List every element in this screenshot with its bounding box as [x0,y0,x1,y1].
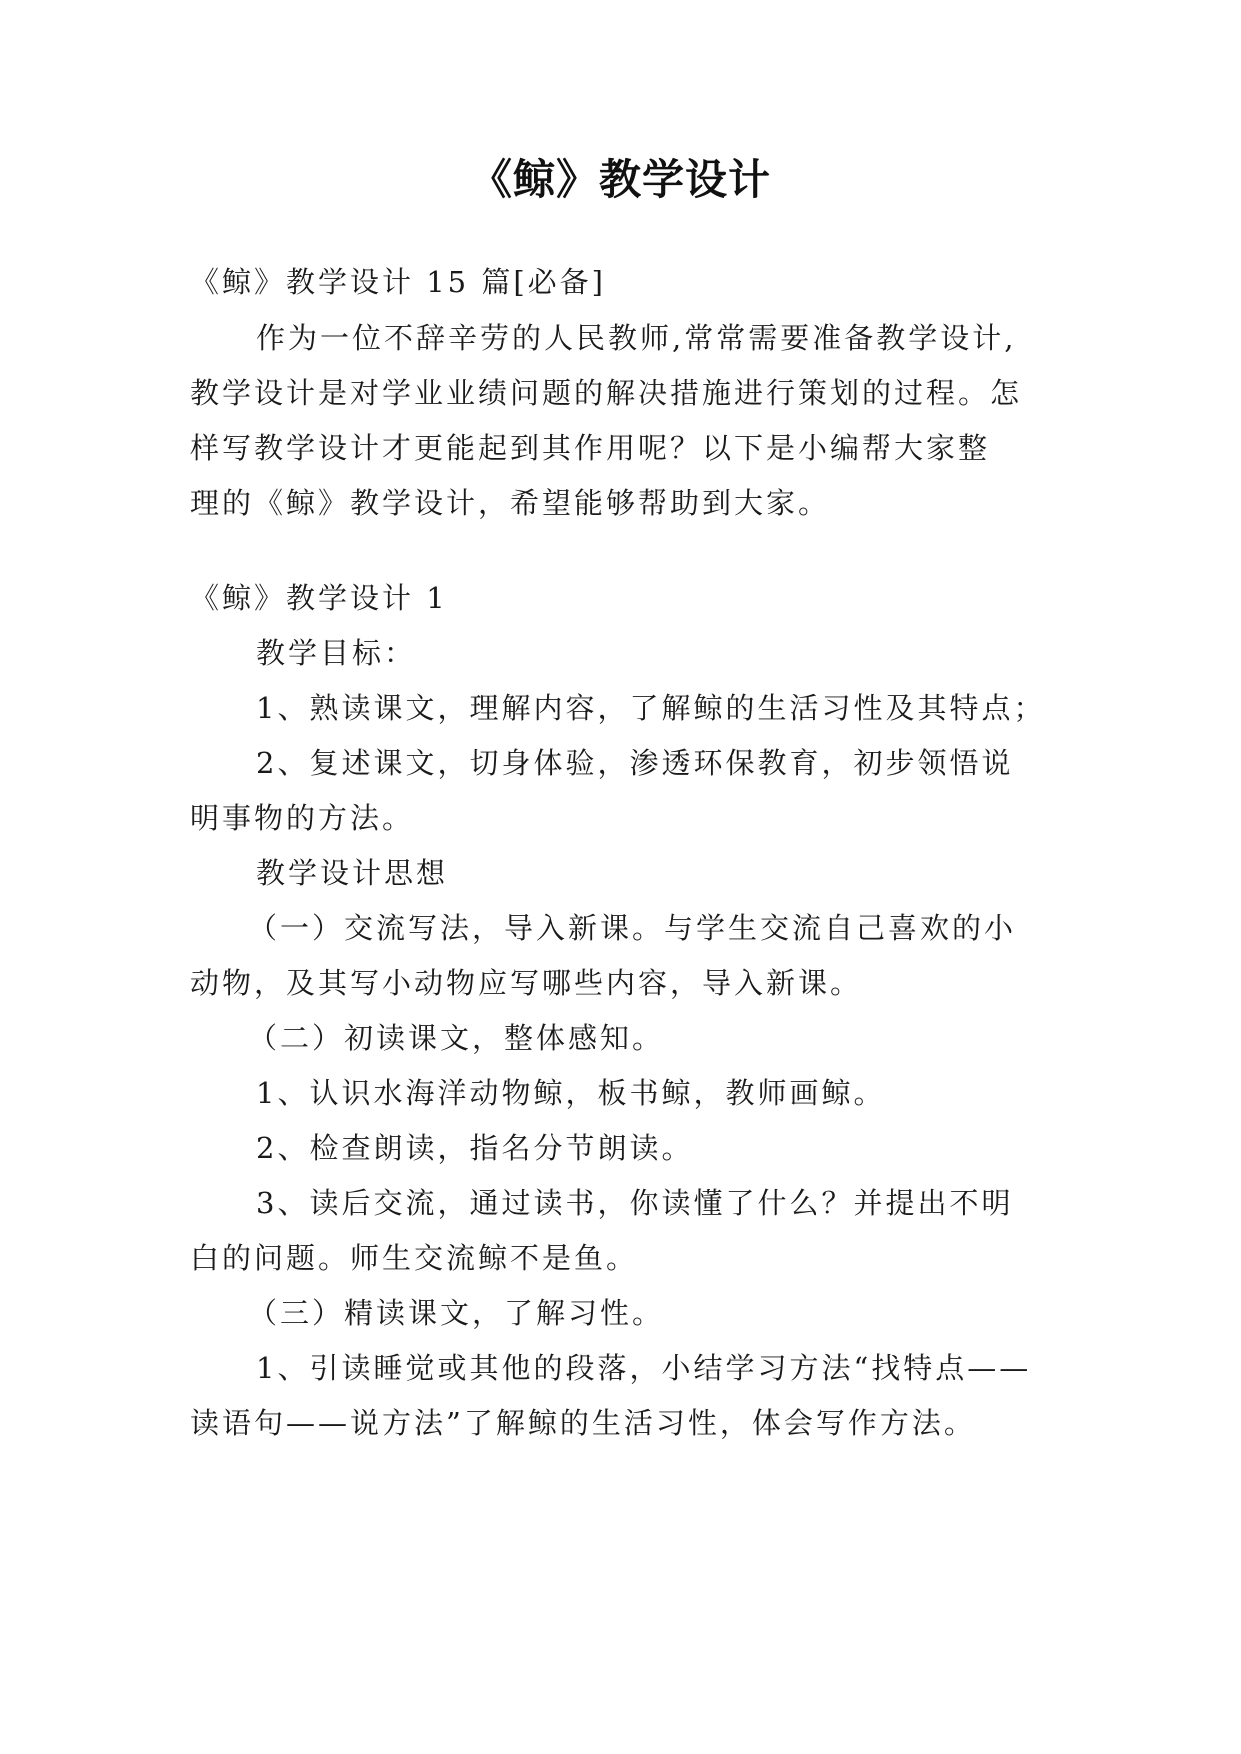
step-three-item-1-cont: 读语句——说方法”了解鲸的生活习性，体会写作方法。 [190,1406,976,1440]
step-one-line-cont: 动物，及其写小动物应写哪些内容，导入新课。 [190,966,863,1000]
goals-heading: 教学目标： [256,636,417,670]
intro-line-4: 理的《鲸》教学设计，希望能够帮助到大家。 [190,486,831,520]
step-three-heading: （三）精读课文，了解习性。 [248,1296,665,1330]
goal-line-1: 1、熟读课文，理解内容，了解鲸的生活习性及其特点； [256,691,1046,725]
step-two-item-1: 1、认识水海洋动物鲸，板书鲸，教师画鲸。 [256,1076,886,1110]
subtitle-line: 《鲸》教学设计 15 篇[必备] [190,265,606,299]
section-heading: 《鲸》教学设计 1 [190,581,448,615]
step-two-item-3: 3、读后交流，通过读书，你读懂了什么？并提出不明 [256,1186,1014,1220]
step-two-item-2: 2、检查朗读，指名分节朗读。 [256,1131,694,1165]
document-title: 《鲸》教学设计 [469,155,771,204]
intro-line-2: 教学设计是对学业业绩问题的解决措施进行策划的过程。怎 [190,376,1023,410]
step-two-item-3-cont: 白的问题。师生交流鲸不是鱼。 [190,1241,639,1275]
intro-line-3: 样写教学设计才更能起到其作用呢？以下是小编帮大家整 [190,431,991,465]
design-idea-heading: 教学设计思想 [256,856,449,890]
goal-line-2: 2、复述课文，切身体验，渗透环保教育，初步领悟说 [256,746,1014,780]
goal-line-2-cont: 明事物的方法。 [190,801,415,835]
step-three-item-1: 1、引读睡觉或其他的段落，小结学习方法“找特点—— [256,1351,1032,1385]
step-two-heading: （二）初读课文，整体感知。 [248,1021,665,1055]
step-one-line: （一）交流写法，导入新课。与学生交流自己喜欢的小 [248,911,1017,945]
intro-line-1: 作为一位不辞辛劳的人民教师,常常需要准备教学设计, [256,321,1017,355]
